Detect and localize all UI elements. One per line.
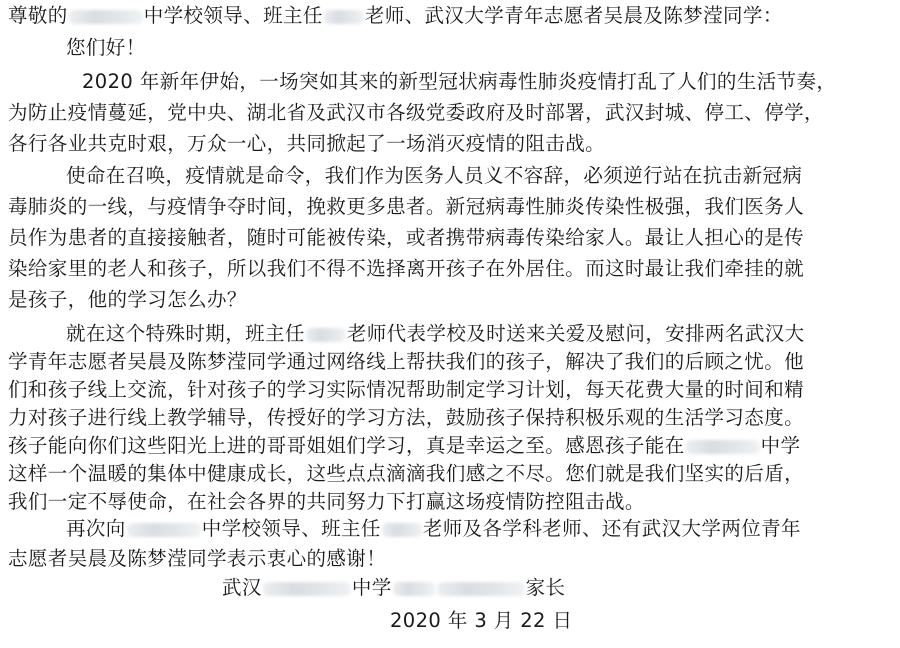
redacted-teacher-name <box>324 10 364 24</box>
paragraph-2-line: 染给家里的老人和孩子，所以我们不得不选择离开孩子在外居住。而这时最让我们牵挂的就 <box>8 257 805 280</box>
paragraph-2-line: 是孩子，他的学习怎么办？ <box>8 288 247 311</box>
paragraph-2-line: 员作为患者的直接接触者，随时可能被传染，或者携带病毒传染给家人。最让人担心的是传 <box>8 226 805 249</box>
salutation-text-3: 老师、武汉大学青年志愿者吴晨及陈梦滢同学： <box>364 4 783 27</box>
redacted-school-name <box>127 523 201 537</box>
paragraph-1-line: 2020 年新年伊始，一场突如其来的新型冠状病毒性肺炎疫情打乱了人们的生活节奏， <box>82 70 837 93</box>
paragraph-2-line: 毒肺炎的一线，与疫情争夺时间，挽救更多患者。新冠病毒性肺炎传染性极强，我们医务人 <box>8 195 805 218</box>
paragraph-1-line: 各行各业共克时艰，万众一心，共同掀起了一场消灭疫情的阻击战。 <box>8 132 606 155</box>
paragraph-3-text-a: 孩子能向你们这些阳光上进的哥哥姐姐们学习，真是幸运之至。感恩孩子能在 <box>8 434 685 457</box>
signature-text-c: 家长 <box>525 576 566 599</box>
salutation-text-2: 中学校领导、班主任 <box>143 4 323 27</box>
paragraph-4-text-a: 再次向 <box>66 517 126 540</box>
paragraph-4-text-b: 中学校领导、班主任 <box>201 517 381 540</box>
salutation-line <box>8 2 783 30</box>
paragraph-3-line: 我们一定不辱使命，在社会各界的共同努力下打赢这场疫情防控阻击战。 <box>8 490 645 513</box>
paragraph-3-line: 学青年志愿者吴晨及陈梦滢同学通过网络线上帮扶我们的孩子，解决了我们的后顾之忧。他 <box>8 350 805 373</box>
redacted-school-name <box>686 440 760 454</box>
paragraph-3-line <box>66 320 805 348</box>
redacted-school-name <box>69 10 143 24</box>
paragraph-3-text-a: 就在这个特殊时期，班主任 <box>66 322 305 345</box>
paragraph-3-text-b: 老师代表学校及时送来关爱及慰问，安排两名武汉大 <box>346 322 805 345</box>
redacted-parent-name <box>437 582 525 596</box>
paragraph-4-line <box>66 515 801 543</box>
paragraph-3-line <box>8 432 800 460</box>
paragraph-3-line: 力对孩子进行线上教学辅导，传授好的学习方法，鼓励孩子保持积极乐观的生活学习态度。 <box>8 406 805 429</box>
paragraph-3-line: 这样一个温暖的集体中健康成长，这些点点滴滴我们感之不尽。您们就是我们坚实的后盾， <box>8 462 805 485</box>
signature-text-b: 中学 <box>351 576 392 599</box>
redacted-class-name <box>393 582 435 596</box>
paragraph-3-line: 们和孩子线上交流，针对孩子的学习实际情况帮助制定学习计划，每天花费大量的时间和精 <box>8 378 805 401</box>
greeting-line: 您们好！ <box>66 36 146 59</box>
redacted-school-name <box>263 582 351 596</box>
paragraph-3-text-b: 中学 <box>760 434 801 457</box>
paragraph-4-text-c: 老师及各学科老师、还有武汉大学两位青年 <box>422 517 801 540</box>
salutation-text-1: 尊敬的 <box>8 4 68 27</box>
signature-text-a: 武汉 <box>222 576 262 599</box>
paragraph-1-line: 为防止疫情蔓延，党中央、湖北省及武汉市各级党委政府及时部署，武汉封城、停工、停学， <box>8 101 824 124</box>
date: 2020 年 3 月 22 日 <box>390 609 573 632</box>
paragraph-4-line: 志愿者吴晨及陈梦滢同学表示衷心的感谢！ <box>8 547 387 570</box>
paragraph-2-line: 使命在召唤，疫情就是命令，我们作为医务人员义不容辞，必须逆行站在抗击新冠病 <box>66 164 803 187</box>
redacted-teacher-name <box>382 523 422 537</box>
signature <box>222 574 565 602</box>
redacted-teacher-name <box>306 328 346 342</box>
